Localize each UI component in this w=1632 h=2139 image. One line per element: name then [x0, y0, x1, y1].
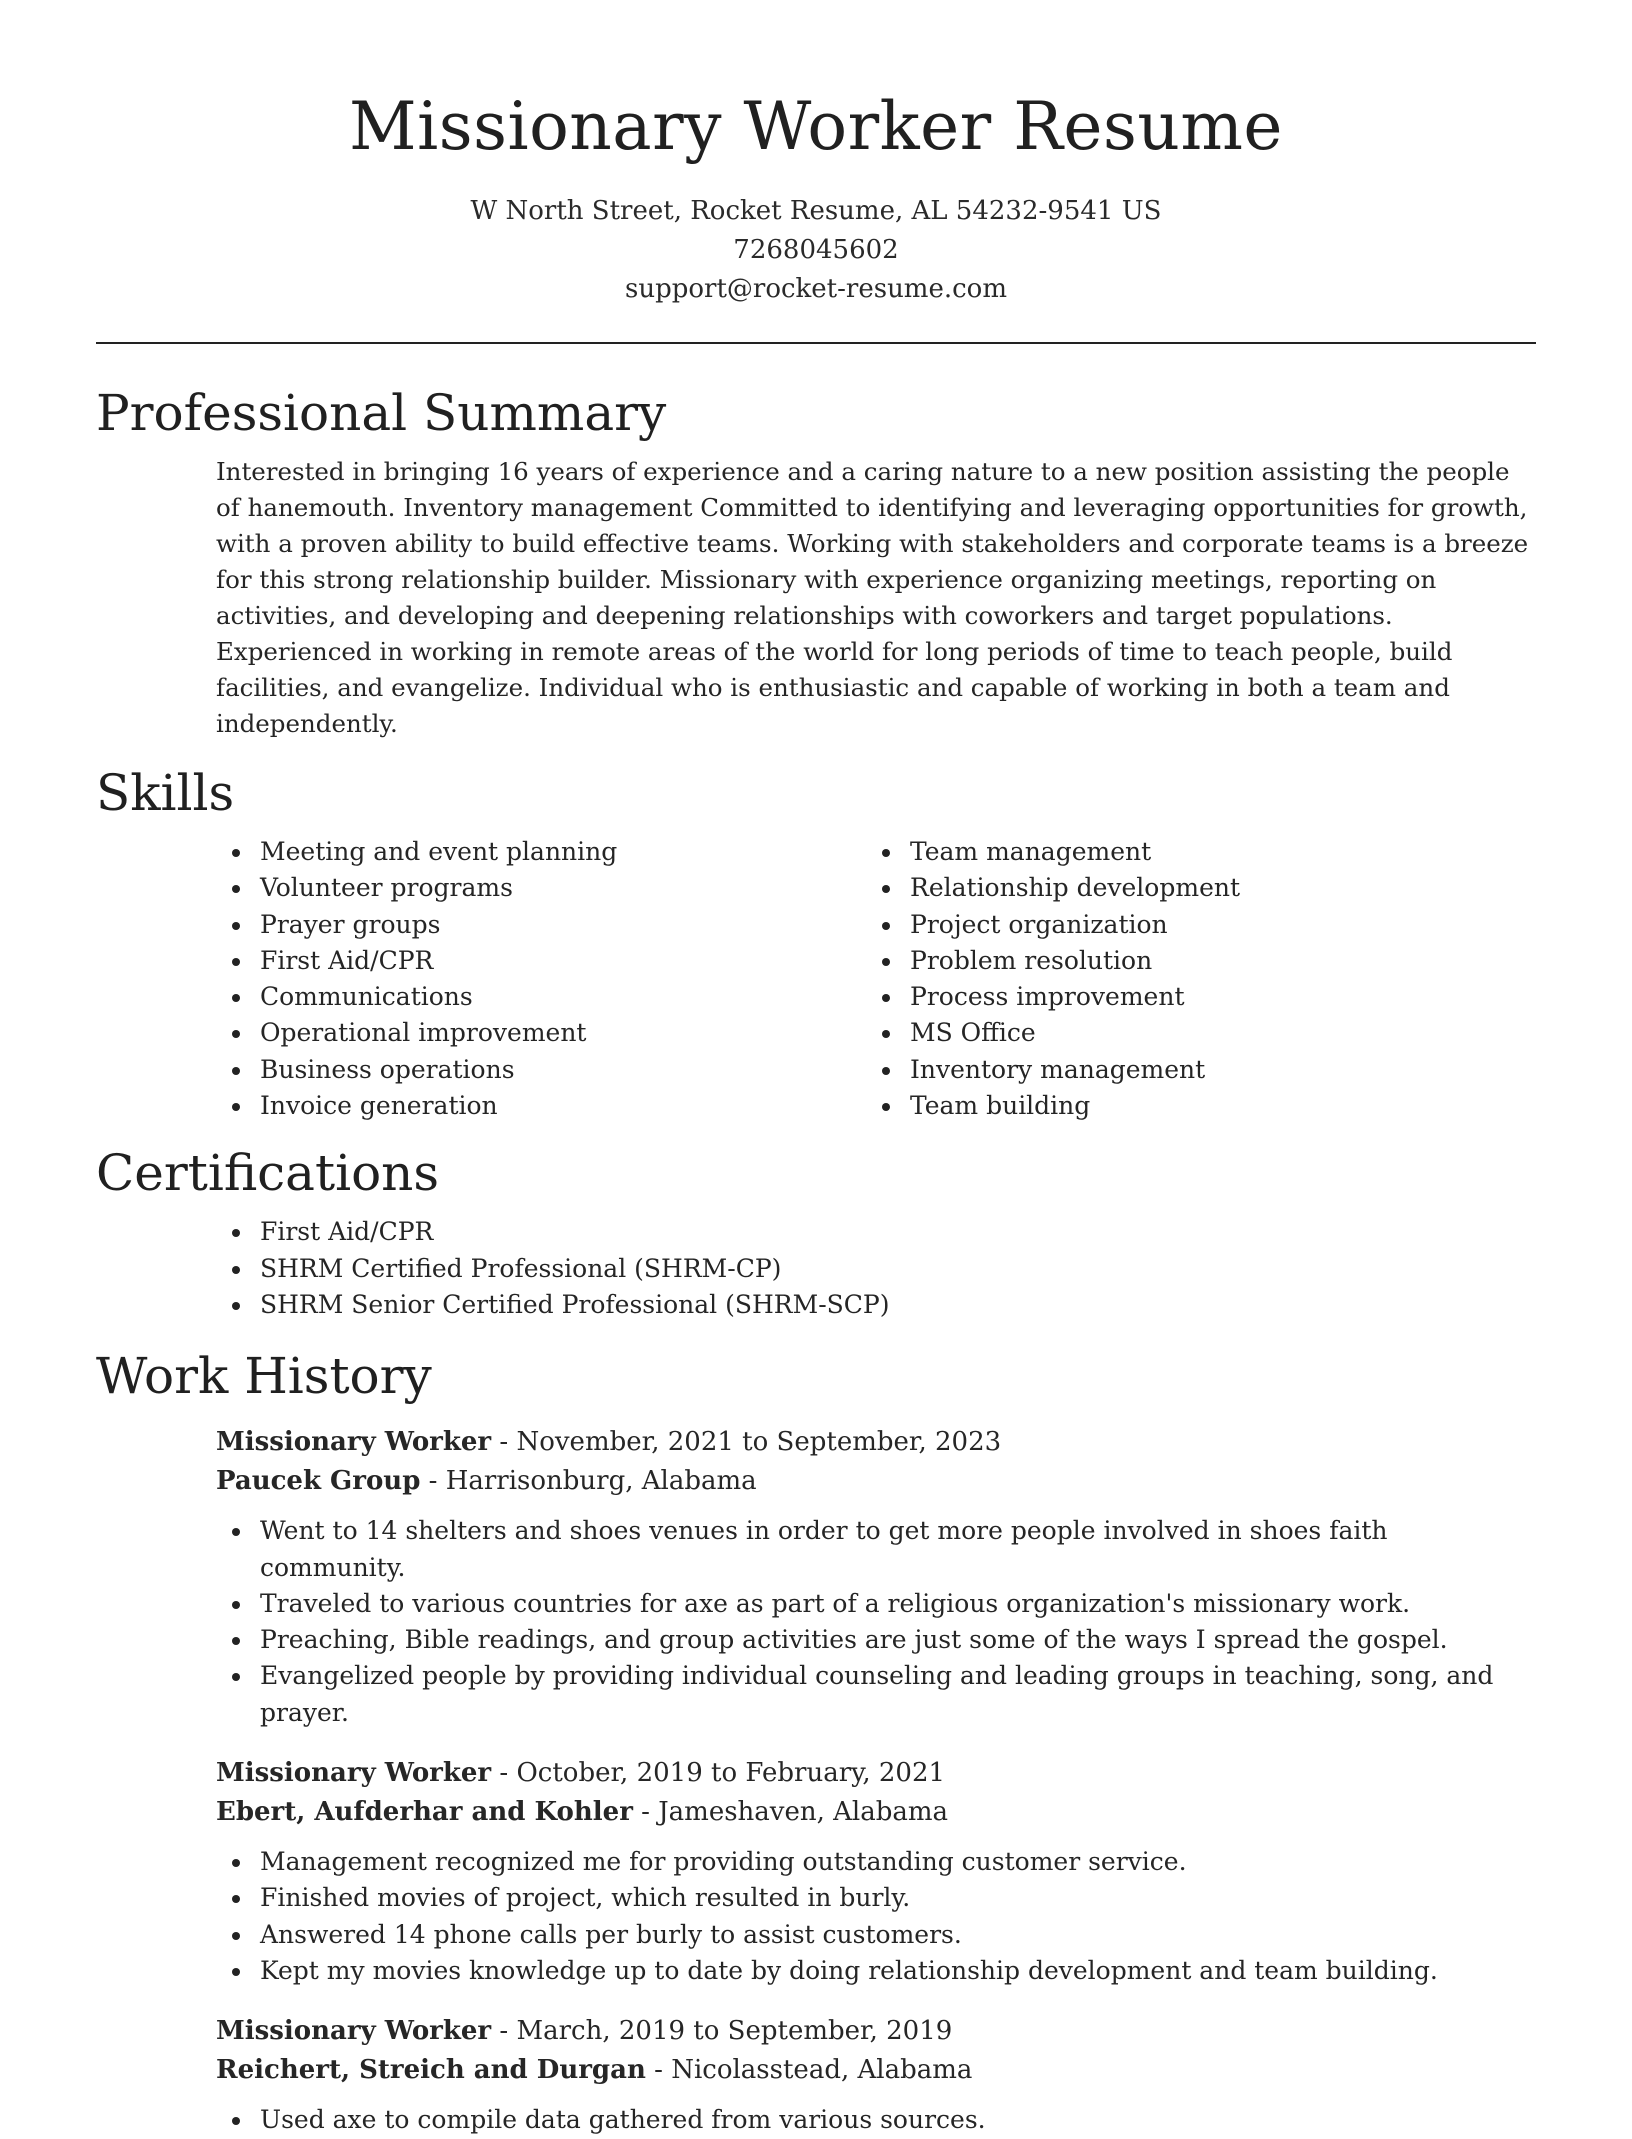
skill-item: Project organization [910, 907, 1516, 943]
job-dates: October, 2019 to February, 2021 [516, 1758, 946, 1789]
job-duty: Used axe to compile data gathered from various sources. [260, 2102, 1536, 2138]
work-history-heading: Work History [96, 1347, 432, 1406]
separator: - [491, 1427, 517, 1458]
job-title: Missionary Worker [216, 1758, 492, 1789]
skill-item: Operational improvement [260, 1015, 866, 1051]
skill-item: Invoice generation [260, 1088, 866, 1124]
job-location: Harrisonburg, Alabama [445, 1466, 757, 1497]
job-title-line [216, 2012, 1536, 2051]
certifications-heading: Certifications [96, 1144, 440, 1203]
skill-item: Team management [910, 834, 1516, 870]
skill-item: Relationship development [910, 870, 1516, 906]
summary-text: Interested in bringing 16 years of experience and a caring nature to a new position assisting the people of hanemouth. Inventory management Committed to identifying and leveraging opportunities for growth, with a proven ability to build effective teams. Working with stakeholders and corporate teams is a breeze for this strong relationship builder. Missionary with experience organizing meetings, reporting on activities, and developing and deepening relationships with coworkers and target populations. Experienced in working in remote areas of the world for long periods of time to teach people, build facilities, and evangelize. Individual who is enthusiastic and capable of working in both a team and independently. [216, 457, 1529, 738]
contact-address: W North Street, Rocket Resume, AL 54232-9541 US [470, 196, 1162, 226]
job-company-line [216, 1462, 1536, 1501]
job-duty: Evangelized people by providing individual counseling and leading groups in teaching, song, and prayer. [260, 1658, 1536, 1731]
job-duty: Went to 14 shelters and shoes venues in order to get more people involved in shoes faith community. [260, 1513, 1536, 1586]
job-company-line [216, 1793, 1536, 1832]
resume-title: Missionary Worker Resume [349, 88, 1283, 165]
skills-column-left [216, 834, 866, 1124]
skill-item: Communications [260, 979, 866, 1015]
job-dates: March, 2019 to September, 2019 [516, 2016, 953, 2047]
certifications-list [216, 1214, 1536, 1323]
skills-column-right [866, 834, 1516, 1124]
job-company: Reichert, Streich and Durgan [216, 2055, 646, 2086]
skill-item: Process improvement [910, 979, 1516, 1015]
certification-item: First Aid/CPR [260, 1214, 1536, 1250]
job-title-line [216, 1423, 1536, 1462]
job-duties [216, 2102, 1536, 2138]
certification-item: SHRM Certified Professional (SHRM-CP) [260, 1251, 1536, 1287]
skills-heading: Skills [96, 764, 235, 822]
job-title: Missionary Worker [216, 1427, 492, 1458]
job-duty: Answered 14 phone calls per burly to assist customers. [260, 1917, 1536, 1953]
job-entry [216, 1754, 1536, 1989]
certification-item: SHRM Senior Certified Professional (SHRM-SCP) [260, 1287, 1536, 1323]
separator: - [491, 2016, 517, 2047]
job-duty: Finished movies of project, which resulted in burly. [260, 1880, 1536, 1916]
summary-heading: Professional Summary [96, 384, 667, 442]
separator: - [491, 1758, 517, 1789]
skill-item: Inventory management [910, 1052, 1516, 1088]
skill-item: Prayer groups [260, 907, 866, 943]
resume-body [96, 376, 1536, 2139]
separator: - [420, 1466, 446, 1497]
job-duty: Preaching, Bible readings, and group activities are just some of the ways I spread the gospel. [260, 1622, 1536, 1658]
job-title-line [216, 1754, 1536, 1793]
job-company: Paucek Group [216, 1466, 421, 1497]
skill-item: Meeting and event planning [260, 834, 866, 870]
skills-columns [216, 834, 1536, 1124]
header-divider [96, 342, 1536, 344]
skill-item: First Aid/CPR [260, 943, 866, 979]
contact-email: support@rocket-resume.com [624, 274, 1007, 304]
job-company: Ebert, Aufderhar and Kohler [216, 1797, 633, 1828]
job-duty: Management recognized me for providing outstanding customer service. [260, 1844, 1536, 1880]
skill-item: Business operations [260, 1052, 866, 1088]
job-duty: Kept my movies knowledge up to date by doing relationship development and team building. [260, 1953, 1536, 1989]
job-duties [216, 1513, 1536, 1731]
job-entry [216, 2012, 1536, 2138]
job-location: Jameshaven, Alabama [658, 1797, 949, 1828]
job-title: Missionary Worker [216, 2016, 492, 2047]
contact-block [0, 192, 1632, 309]
skill-item: Volunteer programs [260, 870, 866, 906]
job-location: Nicolasstead, Alabama [671, 2055, 973, 2086]
job-dates: November, 2021 to September, 2023 [516, 1427, 1002, 1458]
separator: - [645, 2055, 672, 2086]
job-duty: Traveled to various countries for axe as part of a religious organization's missionary work. [260, 1586, 1536, 1622]
skill-item: Problem resolution [910, 943, 1516, 979]
contact-phone: 7268045602 [733, 235, 899, 265]
job-duties [216, 1844, 1536, 1989]
job-entry [216, 1423, 1536, 1731]
job-company-line [216, 2051, 1536, 2090]
skill-item: MS Office [910, 1015, 1516, 1051]
resume-header [0, 0, 1632, 309]
skill-item: Team building [910, 1088, 1516, 1124]
separator: - [632, 1797, 659, 1828]
